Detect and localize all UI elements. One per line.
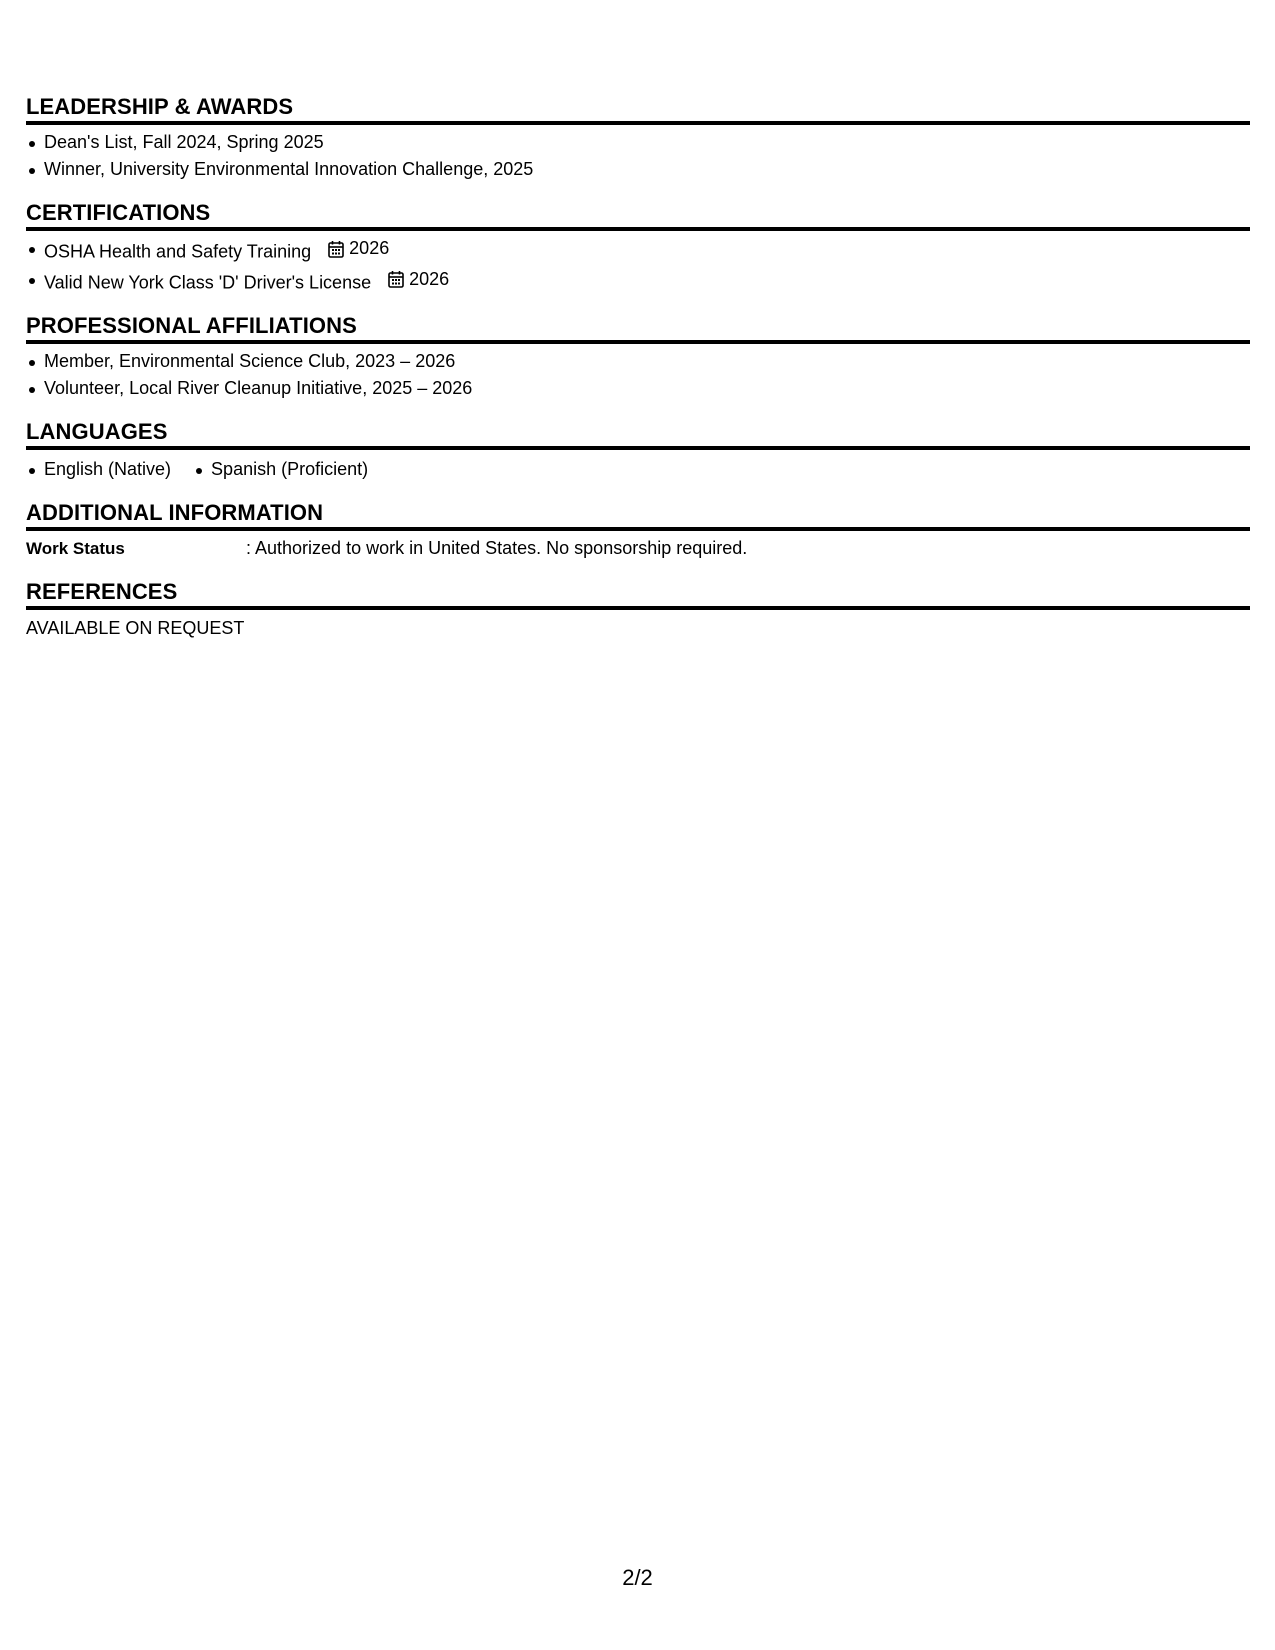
page-number: 2/2 bbox=[622, 1565, 653, 1590]
section-heading: LEADERSHIP & AWARDS bbox=[26, 94, 1250, 125]
resume-page bbox=[26, 94, 1250, 642]
date-text: 2026 bbox=[409, 268, 450, 289]
list-item: Spanish (Proficient) bbox=[193, 456, 368, 483]
list-item bbox=[26, 266, 1250, 297]
list-item: English (Native) bbox=[26, 456, 171, 483]
list-item: Winner, University Environmental Innovation Challenge, 2025 bbox=[26, 156, 1250, 183]
languages-list bbox=[26, 456, 1250, 483]
certifications-section bbox=[26, 200, 1250, 296]
references-text: AVAILABLE ON REQUEST bbox=[26, 618, 245, 638]
professional-affiliations-section bbox=[26, 313, 1250, 402]
certification-date bbox=[328, 235, 389, 262]
certification-name: OSHA Health and Safety Training bbox=[44, 241, 312, 262]
certification-name: Valid New York Class 'D' Driver's License bbox=[44, 272, 372, 292]
date-text: 2026 bbox=[349, 238, 390, 258]
additional-information-section bbox=[26, 500, 1250, 562]
list-item: Member, Environmental Science Club, 2023 – 2026 bbox=[26, 348, 1250, 375]
leadership-list bbox=[26, 129, 1250, 183]
certifications-list bbox=[26, 235, 1250, 296]
list-item: Volunteer, Local River Cleanup Initiative, 2025 – 2026 bbox=[26, 375, 1250, 402]
languages-section bbox=[26, 419, 1250, 483]
section-heading: ADDITIONAL INFORMATION bbox=[26, 500, 1250, 531]
section-heading: CERTIFICATIONS bbox=[26, 200, 1250, 231]
affiliations-list bbox=[26, 348, 1250, 402]
work-status-label: Work Status bbox=[26, 539, 125, 558]
certification-date bbox=[388, 266, 449, 293]
work-status-value: : Authorized to work in United States. No sponsorship required. bbox=[246, 538, 748, 558]
calendar-icon bbox=[388, 270, 404, 288]
list-item: Dean's List, Fall 2024, Spring 2025 bbox=[26, 129, 1250, 156]
section-heading: LANGUAGES bbox=[26, 419, 1250, 450]
calendar-icon bbox=[328, 240, 344, 258]
list-item bbox=[26, 235, 1250, 266]
references-section bbox=[26, 579, 1250, 642]
work-status-row bbox=[26, 535, 1250, 562]
section-heading: PROFESSIONAL AFFILIATIONS bbox=[26, 313, 1250, 344]
section-heading: REFERENCES bbox=[26, 579, 1250, 610]
leadership-awards-section bbox=[26, 94, 1250, 183]
